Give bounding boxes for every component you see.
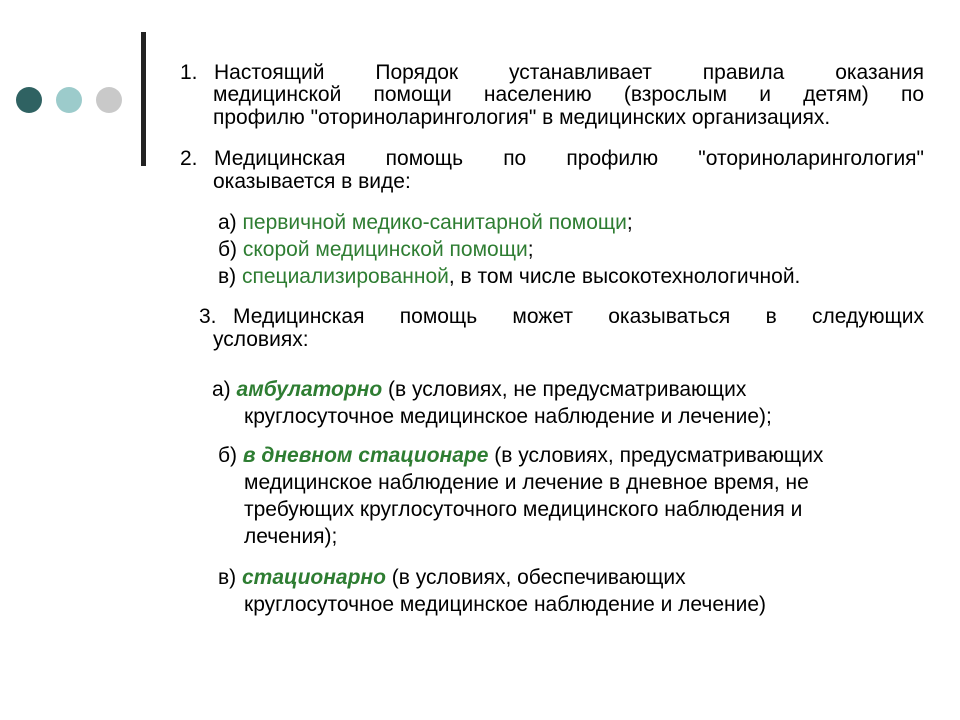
item1-line3: профилю "оториноларингология" в медицинских организациях. — [213, 106, 831, 129]
item3-option-b: б) в дневном стационаре (в условиях, предусматривающих — [218, 444, 824, 467]
item2-line2: оказывается в виде: — [213, 170, 411, 193]
item1-first-line: 1. Настоящий Порядок устанавливает правила оказания — [180, 61, 924, 84]
item3-option-b-line4: лечения); — [244, 525, 338, 548]
decorative-dot-teal — [56, 87, 82, 113]
item3-option-b-line3: требующих круглосуточного медицинского наблюдения и — [244, 498, 803, 521]
decorative-dot-gray — [96, 87, 122, 113]
item2-option-c: в) специализированной, в том числе высокотехнологичной. — [218, 265, 801, 288]
item2-option-a: а) первичной медико-санитарной помощи; — [218, 211, 633, 234]
vertical-divider — [141, 32, 146, 166]
item3-first-line: 3. Медицинская помощь может оказываться в следующих — [199, 305, 924, 328]
item2-first-line: 2. Медицинская помощь по профилю "оториноларингология" — [180, 147, 924, 170]
item1-line2: медицинской помощи населению (взрослым и детям) по — [213, 83, 924, 106]
item3-option-c: в) стационарно (в условиях, обеспечивающих — [218, 566, 686, 589]
item3-line2: условиях: — [213, 328, 309, 351]
item3-option-c-line2: круглосуточное медицинское наблюдение и лечение) — [244, 593, 767, 616]
item3-option-b-line2: медицинское наблюдение и лечение в дневное время, не — [244, 471, 809, 494]
item3-option-a: а) амбулаторно (в условиях, не предусматривающих — [212, 378, 747, 401]
item2-option-b: б) скорой медицинской помощи; — [218, 238, 534, 261]
item3-option-a-line2: круглосуточное медицинское наблюдение и лечение); — [244, 405, 772, 428]
decorative-dot-dark — [16, 87, 42, 113]
